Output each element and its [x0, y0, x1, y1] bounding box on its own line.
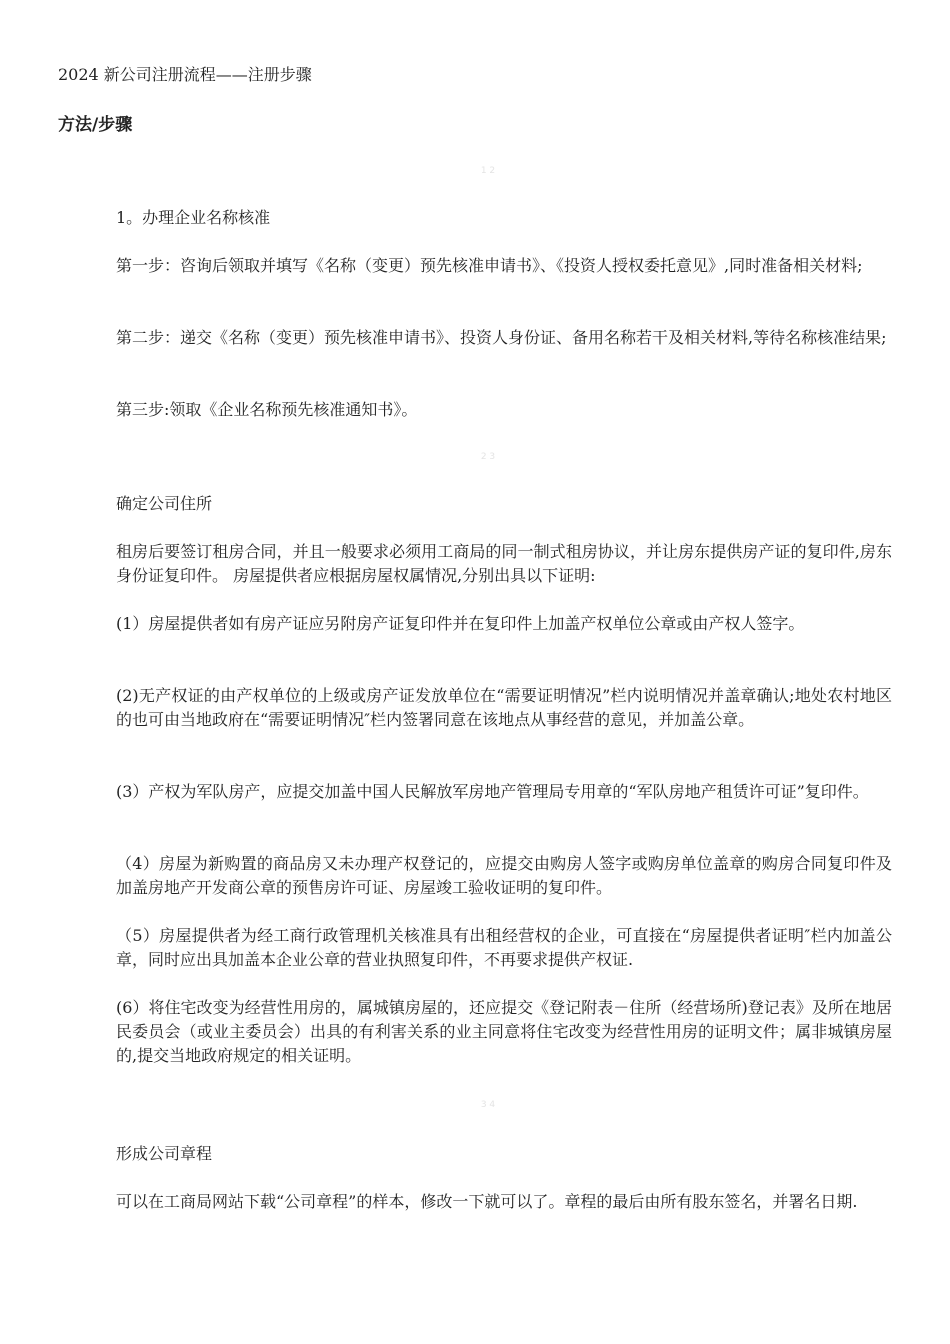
step-divider: 2 3 [480, 452, 496, 462]
step1-item: 第一步：咨询后领取并填写《名称（变更）预先核准申请书》、《投资人授权委托意见》,同时准备相关材料; [116, 256, 863, 275]
step2-item: （5）房屋提供者为经工商行政管理机关核准具有出租经营权的企业，可直接在“房屋提供者证明″栏内加盖公章，同时应出具加盖本企业公章的营业执照复印件，不再要求提供产权证. [116, 926, 892, 969]
step2-item: (3）产权为军队房产，应提交加盖中国人民解放军房地产管理局专用章的“军队房地产租赁许可证”复印件。 [116, 782, 869, 801]
step2-item: (2)无产权证的由产权单位的上级或房产证发放单位在“需要证明情况”栏内说明情况并盖章确认;地处农村地区的也可由当地政府在“需要证明情况″栏内签署同意在该地点从事经营的意见，并加盖公章。 [116, 686, 892, 729]
step3-heading: 形成公司章程 [116, 1144, 213, 1163]
step2-item: （4）房屋为新购置的商品房又未办理产权登记的，应提交由购房人签字或购房单位盖章的购房合同复印件及加盖房地产开发商公章的预售房许可证、房屋竣工验收证明的复印件。 [116, 854, 892, 897]
step2-heading: 确定公司住所 [116, 494, 213, 513]
step2-item: (6）将住宅改变为经营性用房的，属城镇房屋的，还应提交《登记附表－住所（经营场所)登记表》及所在地居民委员会（或业主委员会）出具的有利害关系的业主同意将住宅改变为经营性用房的证明文件；属非城镇房屋的,提交当地政府规定的相关证明。 [116, 998, 892, 1065]
step2-intro: 租房后要签订租房合同，并且一般要求必须用工商局的同一制式租房协议，并让房东提供房产证的复印件,房东身份证复印件。 房屋提供者应根据房屋权属情况,分别出具以下证明: [116, 542, 892, 585]
step2-item: (1）房屋提供者如有房产证应另附房产证复印件并在复印件上加盖产权单位公章或由产权人签字。 [116, 614, 805, 633]
step-divider: 1 2 [480, 166, 496, 176]
section-heading: 方法/步骤 [58, 115, 133, 135]
step1-item: 第三步:领取《企业名称预先核准通知书》。 [116, 400, 418, 419]
step3-item: 可以在工商局网站下载“公司章程”的样本，修改一下就可以了。章程的最后由所有股东签名，并署名日期. [116, 1192, 858, 1211]
step1-item: 第二步：递交《名称（变更）预先核准申请书》、投资人身份证、备用名称若干及相关材料,等待名称核准结果; [116, 328, 887, 347]
step-divider: 3 4 [480, 1100, 496, 1110]
document-title: 2024 新公司注册流程——注册步骤 [58, 65, 312, 84]
step1-heading: 1。办理企业名称核准 [116, 208, 271, 227]
